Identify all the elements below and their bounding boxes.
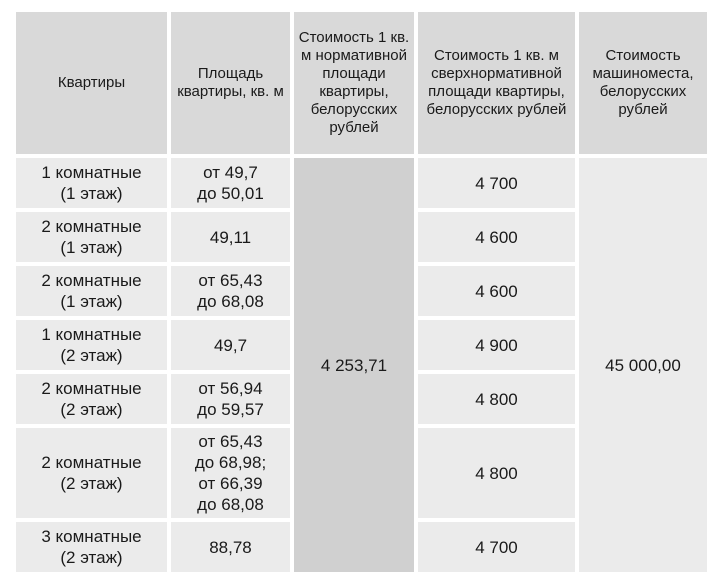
area-cell: 49,7 xyxy=(171,320,290,370)
apartment-type-cell: 1 комнатные (1 этаж) xyxy=(16,158,167,208)
header-excess-price: Стоимость 1 кв. м сверхнормативной площади квартиры, белорусских рублей xyxy=(418,12,575,154)
apartment-type-cell: 3 комнатные (2 этаж) xyxy=(16,522,167,572)
header-area: Площадь квартиры, кв. м xyxy=(171,12,290,154)
header-apartments: Квартиры xyxy=(16,12,167,154)
normative-price-cell: 4 253,71 xyxy=(294,158,414,572)
parking-price-cell: 45 000,00 xyxy=(579,158,707,572)
apartment-type-cell: 2 комнатные (1 этаж) xyxy=(16,212,167,262)
excess-price-cell: 4 600 xyxy=(418,212,575,262)
header-normative-price: Стоимость 1 кв. м нормативной площади квартиры, белорусских рублей xyxy=(294,12,414,154)
excess-price-cell: 4 800 xyxy=(418,374,575,424)
area-cell: 49,11 xyxy=(171,212,290,262)
excess-price-cell: 4 700 xyxy=(418,522,575,572)
area-cell: от 49,7 до 50,01 xyxy=(171,158,290,208)
apartment-type-cell: 2 комнатные (2 этаж) xyxy=(16,374,167,424)
apartment-type-cell: 2 комнатные (1 этаж) xyxy=(16,266,167,316)
excess-price-cell: 4 800 xyxy=(418,428,575,518)
header-parking-price: Стоимость машиноместа, белорусских рублей xyxy=(579,12,707,154)
apartment-type-cell: 2 комнатные (2 этаж) xyxy=(16,428,167,518)
area-cell: от 65,43 до 68,08 xyxy=(171,266,290,316)
excess-price-cell: 4 700 xyxy=(418,158,575,208)
table-row xyxy=(16,158,707,208)
excess-price-cell: 4 900 xyxy=(418,320,575,370)
table-header-row xyxy=(16,12,707,154)
excess-price-cell: 4 600 xyxy=(418,266,575,316)
area-cell: 88,78 xyxy=(171,522,290,572)
price-table xyxy=(12,8,711,576)
area-cell: от 65,43 до 68,98; от 66,39 до 68,08 xyxy=(171,428,290,518)
apartment-type-cell: 1 комнатные (2 этаж) xyxy=(16,320,167,370)
area-cell: от 56,94 до 59,57 xyxy=(171,374,290,424)
